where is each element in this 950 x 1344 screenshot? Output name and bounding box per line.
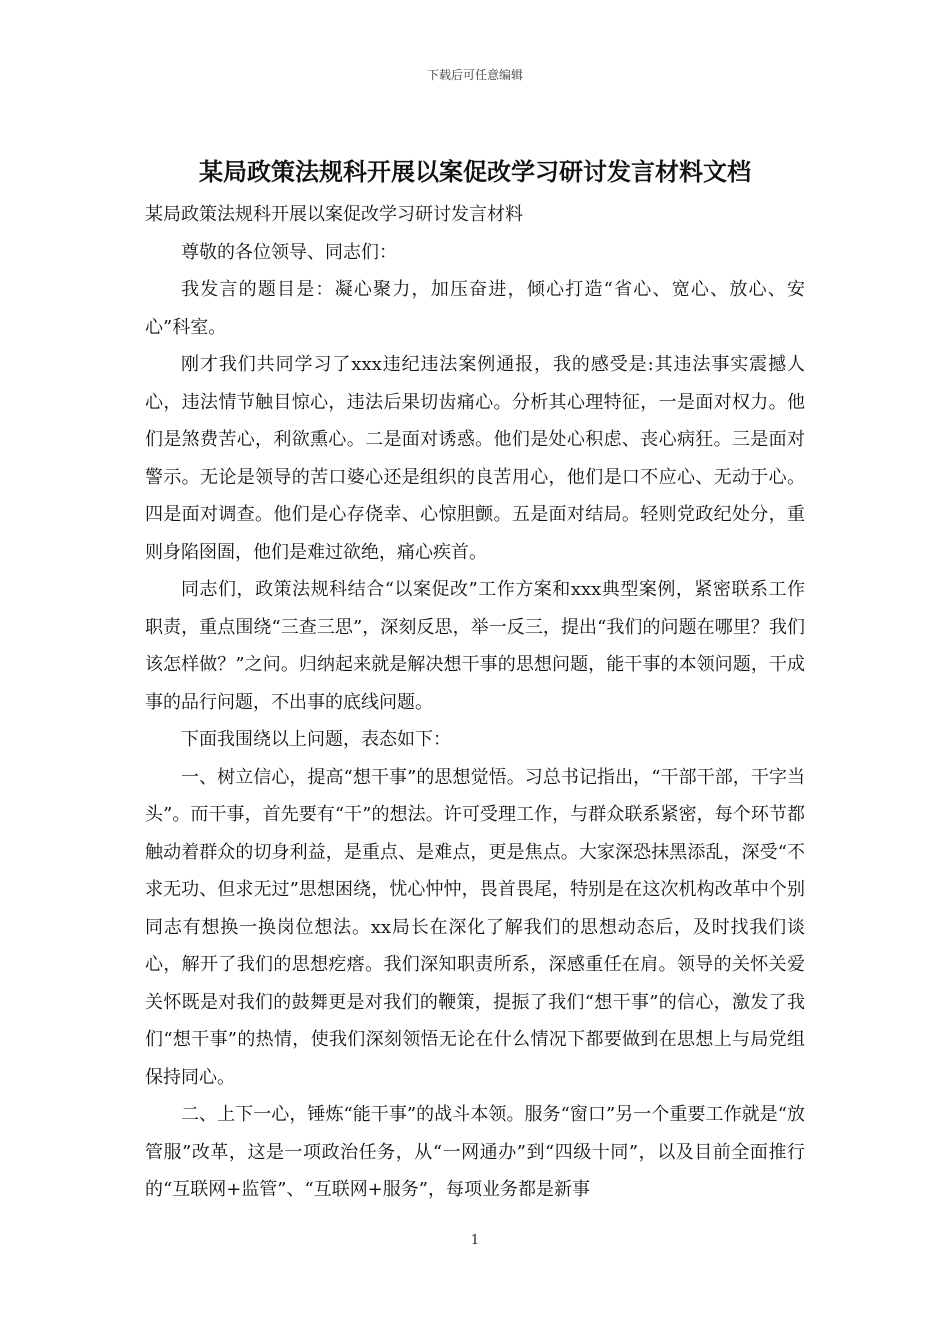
- body-paragraph: 二、上下一心，锤炼“能干事”的战斗本领。服务“窗口”另一个重要工作就是“放管服”改革，这是一项政治任务，从“一网通办”到“四级十同”，以及目前全面推行的“互联网+监管”、“互联网+服务”，每项业务都是新事: [145, 1104, 805, 1200]
- body-paragraph: 下面我围绕以上问题，表态如下：: [181, 729, 451, 750]
- body-paragraph: 我发言的题目是：凝心聚力，加压奋进，倾心打造“省心、宽心、放心、安心”科室。: [145, 279, 805, 338]
- body-paragraph: 刚才我们共同学习了xxx违纪违法案例通报，我的感受是:其违法事实震撼人心，违法情节触目惊心，违法后果切齿痛心。分析其心理特征，一是面对权力。他们是煞费苦心，利欲熏心。二是面对诱惑。他们是处心积虑、丧心病狂。三是面对警示。无论是领导的苦口婆心还是组织的良苦用心，他们是口不应心、无动于心。四是面对调查。他们是心存侥幸、心惊胆颤。五是面对结局。轻则党政纪处分，重则身陷囹圄，他们是难过欲绝，痛心疾首。: [145, 354, 805, 563]
- page-number: 1: [470, 1233, 480, 1248]
- subtitle-paragraph: 某局政策法规科开展以案促改学习研讨发言材料: [145, 204, 523, 225]
- body-paragraph: 同志们，政策法规科结合“以案促改”工作方案和xxx典型案例，紧密联系工作职责，重点围绕“三查三思”，深刻反思，举一反三，提出“我们的问题在哪里？我们该怎样做？”之问。归纳起来就是解决想干事的思想问题，能干事的本领问题，干成事的品行问题，不出事的底线问题。: [145, 579, 805, 713]
- salutation-paragraph: 尊敬的各位领导、同志们：: [181, 241, 397, 263]
- document-body: [145, 196, 805, 1209]
- page-header-note: 下载后可任意编辑: [426, 68, 523, 82]
- document-title: 某局政策法规科开展以案促改学习研讨发言材料文档: [199, 157, 751, 186]
- body-paragraph: 一、树立信心，提高“想干事”的思想觉悟。习总书记指出，“干部干部，干字当头”。而干事，首先要有“干”的想法。许可受理工作，与群众联系紧密，每个环节都触动着群众的切身利益，是重点、是难点，更是焦点。大家深恐抹黑添乱，深受“不求无功、但求无过”思想困绕，忧心忡忡，畏首畏尾，特别是在这次机构改革中个别同志有想换一换岗位想法。xx局长在深化了解我们的思想动态后，及时找我们谈心，解开了我们的思想疙瘩。我们深知职责所系，深感重任在肩。领导的关怀关爱关怀既是对我们的鼓舞更是对我们的鞭策，提振了我们“想干事”的信心，激发了我们“想干事”的热情，使我们深刻领悟无论在什么情况下都要做到在思想上与局党组保持同心。: [145, 766, 805, 1088]
